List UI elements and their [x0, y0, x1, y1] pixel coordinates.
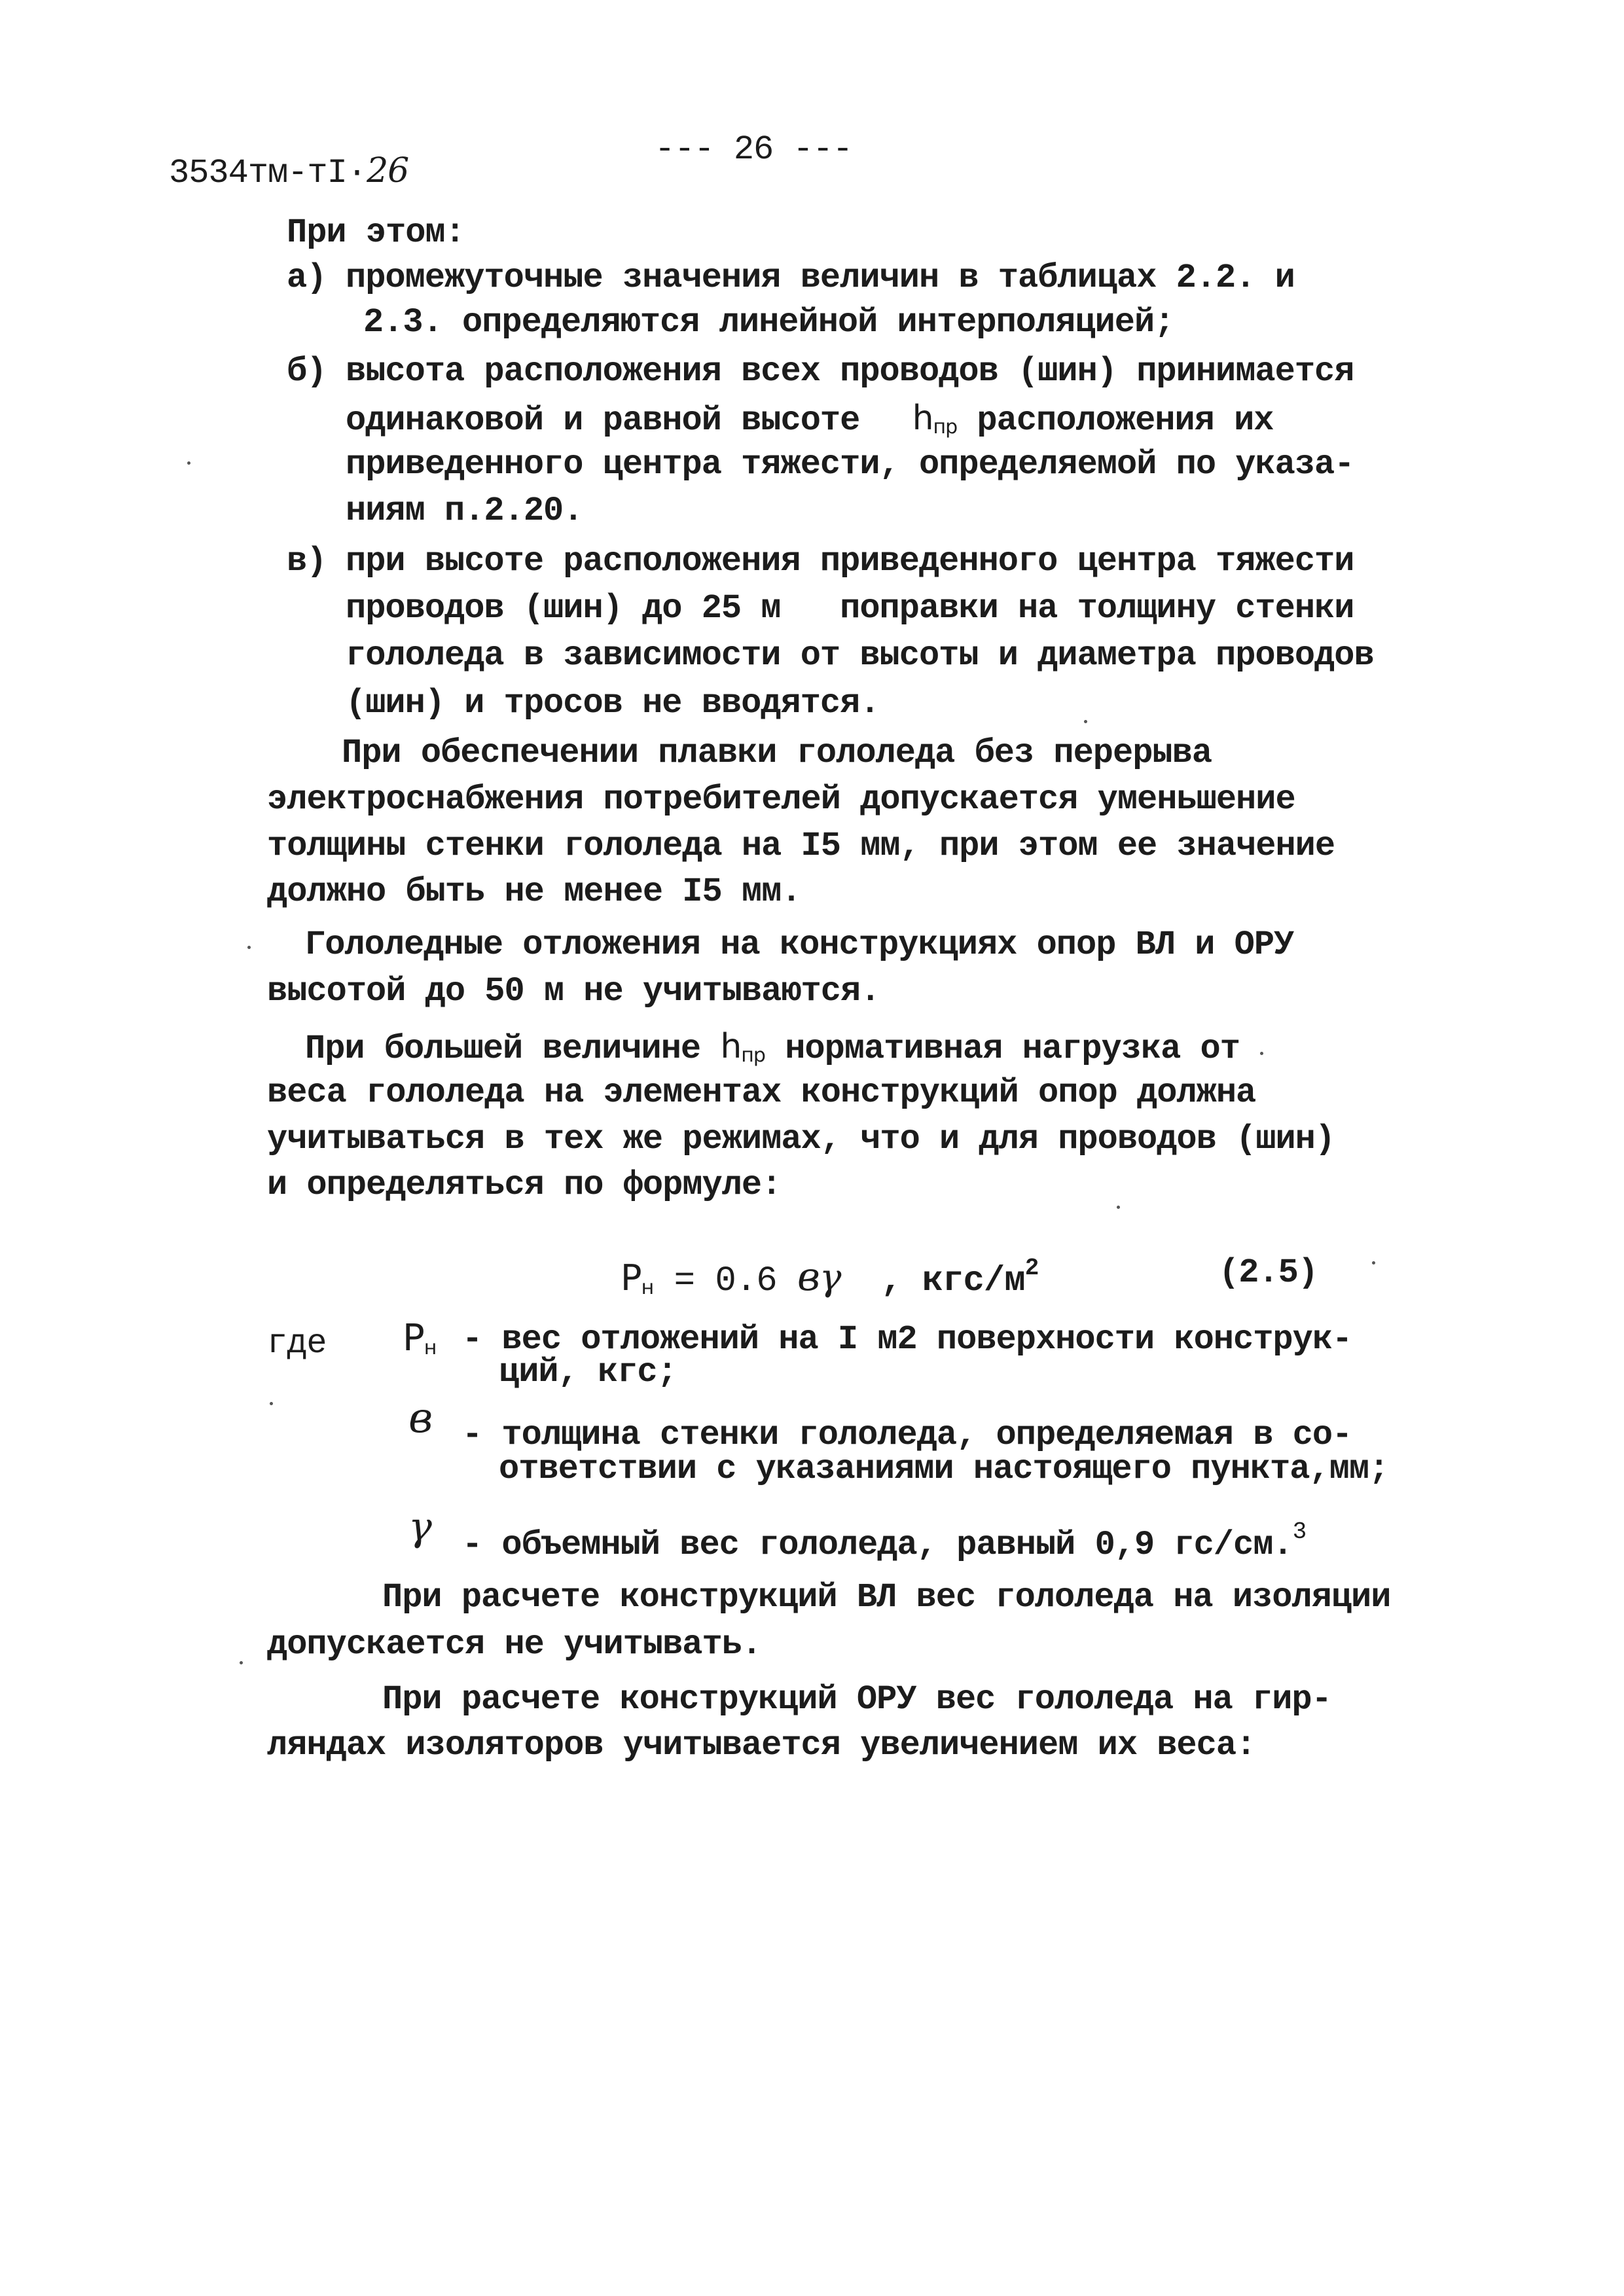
- item-c-line: проводов (шин) до 25 м поправки на толщину стенки: [346, 589, 1354, 628]
- legend-gamma-symbol: γ: [408, 1504, 431, 1550]
- scan-speck: [1117, 1206, 1120, 1209]
- paragraph-line: допускается не учитывать.: [267, 1625, 762, 1664]
- legend-p-symbol: [403, 1317, 436, 1370]
- scan-speck: [270, 1402, 273, 1405]
- scan-speck: [187, 461, 190, 465]
- paragraph-line: ляндах изоляторов учитывается увеличением их веса:: [267, 1726, 1256, 1765]
- h-symbol: h: [720, 1027, 742, 1066]
- formula-number: (2.5): [1219, 1253, 1318, 1292]
- paragraph-line: высотой до 50 м не учитываются.: [267, 972, 880, 1011]
- paragraph-line: Гололедные отложения на конструкциях опор ВЛ и ОРУ: [305, 925, 1294, 964]
- item-b-line: [346, 397, 1274, 449]
- legend-b-symbol: в: [408, 1394, 433, 1443]
- document-code: [169, 149, 408, 195]
- scan-speck: [1372, 1261, 1375, 1265]
- item-c-line: (шин) и тросов не вводятся.: [346, 684, 880, 723]
- h-symbol: h: [912, 399, 933, 438]
- para3-line-start: При большей величине: [305, 1030, 701, 1068]
- p-letter: P: [403, 1317, 424, 1359]
- legend-b-line: ответствии с указаниями настоящего пункта,мм;: [499, 1450, 1389, 1488]
- paragraph-line: При расчете конструкций ОРУ вес гололеда на гир-: [382, 1680, 1331, 1719]
- paragraph-line: толщины стенки гололеда на I5 мм, при этом ее значение: [267, 827, 1335, 865]
- scan-speck: [1084, 720, 1087, 723]
- scan-speck: [240, 1661, 243, 1664]
- item-b-line-end: расположения их: [977, 401, 1274, 440]
- para3-line-end: нормативная нагрузка от: [785, 1030, 1240, 1068]
- paragraph-line: При обеспечении плавки гололеда без перерыва: [342, 734, 1212, 772]
- h-pr-symbol: [912, 399, 958, 438]
- paragraph-line: и определяться по формуле:: [267, 1166, 782, 1204]
- legend-b-line: - толщина стенки гололеда, определяемая в со-: [462, 1416, 1352, 1454]
- scan-speck: [1260, 1052, 1263, 1055]
- document-code-handwritten-page: 26: [367, 151, 409, 190]
- item-c-marker: в): [287, 542, 327, 581]
- paragraph-line: учитываться в тех же режимах, что и для проводов (шин): [267, 1120, 1335, 1158]
- item-a-line: 2.3. определяются линейной интерполяцией;: [363, 303, 1174, 342]
- p-subscript: н: [424, 1336, 437, 1359]
- item-b-line: высота расположения всех проводов (шин) принимается: [346, 352, 1354, 391]
- p-subscript: н: [641, 1276, 654, 1299]
- item-b-line: приведенного центра тяжести, определяемой по указа-: [346, 445, 1354, 484]
- legend-p-line: - вес отложений на I м2 поверхности конструк-: [462, 1320, 1352, 1359]
- item-b-line: ниям п.2.20.: [346, 492, 583, 530]
- formula: [621, 1247, 1038, 1310]
- legend-gamma-line: [462, 1511, 1306, 1567]
- item-a-line: промежуточные значения величин в таблицах 2.2. и: [346, 259, 1295, 297]
- p-letter: P: [621, 1257, 641, 1299]
- paragraph-line: [305, 1025, 1240, 1077]
- document-code-printed: 3534тм-тI·: [169, 154, 367, 192]
- paragraph-line: должно быть не менее I5 мм.: [267, 872, 801, 911]
- paragraph-line: веса гололеда на элементах конструкций опор должна: [267, 1073, 1256, 1112]
- item-b-marker: б): [287, 352, 327, 391]
- item-c-line: гололеда в зависимости от высоты и диаметра проводов: [346, 636, 1374, 675]
- pr-subscript: пр: [933, 416, 958, 439]
- intro-text: При этом:: [287, 213, 465, 252]
- formula-unit: [880, 1255, 1039, 1301]
- formula-gamma-symbol: γ: [819, 1257, 841, 1299]
- item-c-line: при высоте расположения приведенного центра тяжести: [346, 542, 1354, 581]
- gamma-description: - объемный вес гололеда, равный 0,9 гс/см.: [462, 1526, 1293, 1564]
- formula-b-symbol: в: [797, 1254, 820, 1300]
- where-label: где: [267, 1324, 327, 1363]
- item-b-line-start: одинаковой и равной высоте: [346, 401, 860, 440]
- h-pr-symbol: [720, 1027, 765, 1066]
- item-a-marker: а): [287, 259, 327, 297]
- formula-p-symbol: [621, 1257, 653, 1299]
- page-number: --- 26 ---: [655, 130, 853, 169]
- legend-p-line: ций, кгс;: [499, 1353, 677, 1391]
- scan-speck: [247, 946, 251, 949]
- formula-equals: = 0.6: [674, 1261, 777, 1301]
- gamma-superscript: 3: [1292, 1518, 1307, 1545]
- pr-subscript: пр: [741, 1044, 765, 1067]
- unit-superscript: 2: [1024, 1255, 1039, 1282]
- unit-text: , кгс/м: [880, 1261, 1025, 1301]
- paragraph-line: При расчете конструкций ВЛ вес гололеда на изоляции: [382, 1578, 1391, 1617]
- paragraph-line: электроснабжения потребителей допускается уменьшение: [267, 780, 1295, 819]
